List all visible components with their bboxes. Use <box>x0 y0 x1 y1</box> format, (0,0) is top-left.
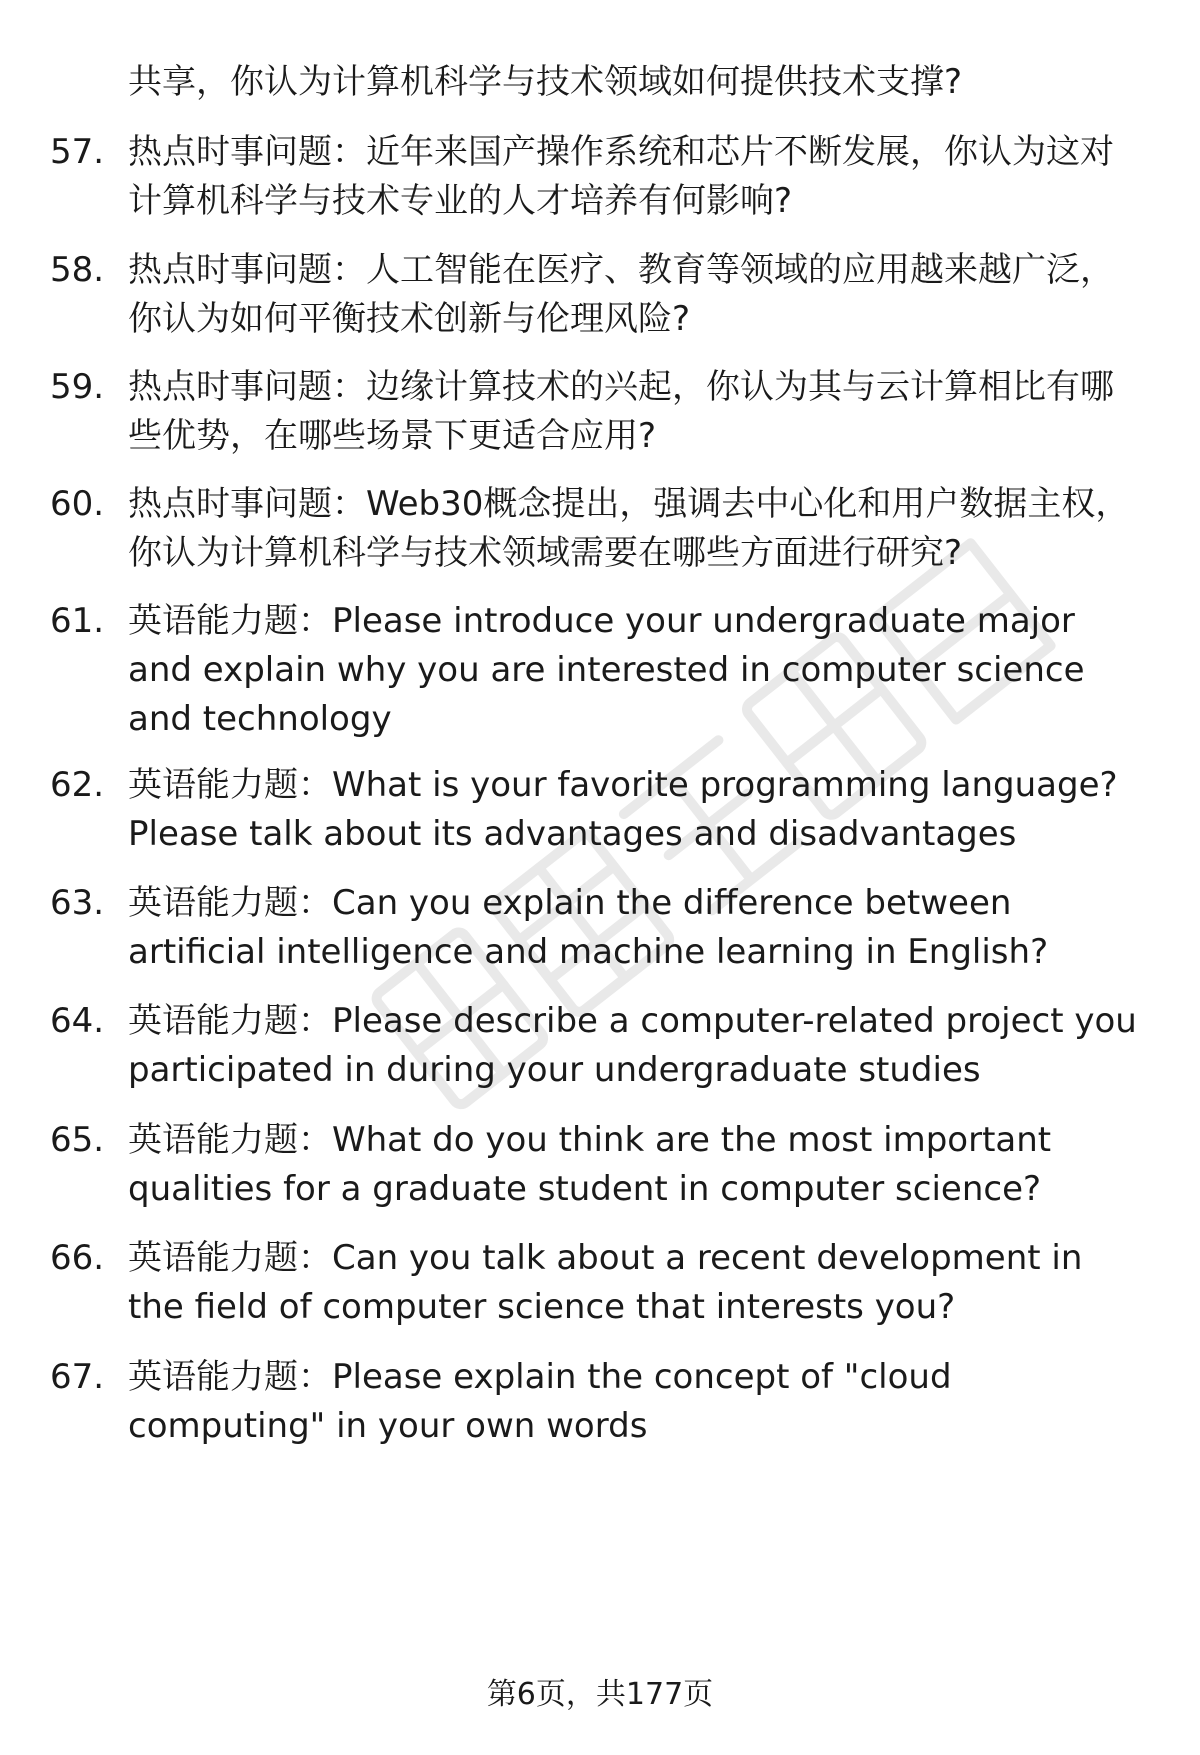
question-number: 58. <box>50 250 105 290</box>
question-text: 英语能力题：Please introduce your undergraduate major and explain why you are interested in computer science and technology <box>128 601 1085 739</box>
question-text: 热点时事问题：近年来国产操作系统和芯片不断发展，你认为这对计算机科学与技术专业的人才培养有何影响? <box>128 132 1114 221</box>
question-text: 英语能力题：Please describe a computer-related project you participated in during your undergraduate studies <box>128 1001 1137 1090</box>
question-text: 热点时事问题：Web30概念提出，强调去中心化和用户数据主权，你认为计算机科学与技术领域需要在哪些方面进行研究? <box>128 484 1130 573</box>
question-item <box>50 128 1150 226</box>
question-number: 66. <box>50 1238 105 1278</box>
page-footer: 第6页，共177页 <box>486 1677 714 1712</box>
question-item <box>50 246 1150 344</box>
question-number: 61. <box>50 601 105 641</box>
question-item <box>50 597 1150 744</box>
question-number: 57. <box>50 132 105 172</box>
question-number: 67. <box>50 1357 105 1397</box>
question-text: 英语能力题：Can you explain the difference between artificial intelligence and machine learning in English? <box>128 883 1049 972</box>
question-text: 热点时事问题：人工智能在医疗、教育等领域的应用越来越广泛，你认为如何平衡技术创新与伦理风险? <box>128 250 1114 339</box>
question-text: 热点时事问题：边缘计算技术的兴起，你认为其与云计算相比有哪些优势，在哪些场景下更适合应用? <box>128 367 1114 456</box>
question-item <box>50 480 1150 578</box>
continuation-text: 共享，你认为计算机科学与技术领域如何提供技术支撑? <box>128 62 963 102</box>
question-number: 64. <box>50 1001 105 1041</box>
question-text: 英语能力题：Please explain the concept of "cloud computing" in your own words <box>128 1357 952 1446</box>
question-item <box>50 1234 1150 1332</box>
question-text: 英语能力题：What is your favorite programming language? Please talk about its advantages and disadvantages <box>128 765 1118 854</box>
question-item <box>50 879 1150 977</box>
question-item <box>50 1353 1150 1451</box>
question-number: 63. <box>50 883 105 923</box>
question-number: 59. <box>50 367 105 407</box>
question-item <box>50 997 1150 1095</box>
question-item <box>50 761 1150 859</box>
question-item <box>50 1116 1150 1214</box>
question-number: 62. <box>50 765 105 805</box>
question-number: 65. <box>50 1120 105 1160</box>
question-item <box>50 363 1150 461</box>
question-text: 英语能力题：What do you think are the most important qualities for a graduate student in computer science? <box>128 1120 1052 1209</box>
question-number: 60. <box>50 484 105 524</box>
question-text: 英语能力题：Can you talk about a recent development in the field of computer science that interests you? <box>128 1238 1083 1327</box>
